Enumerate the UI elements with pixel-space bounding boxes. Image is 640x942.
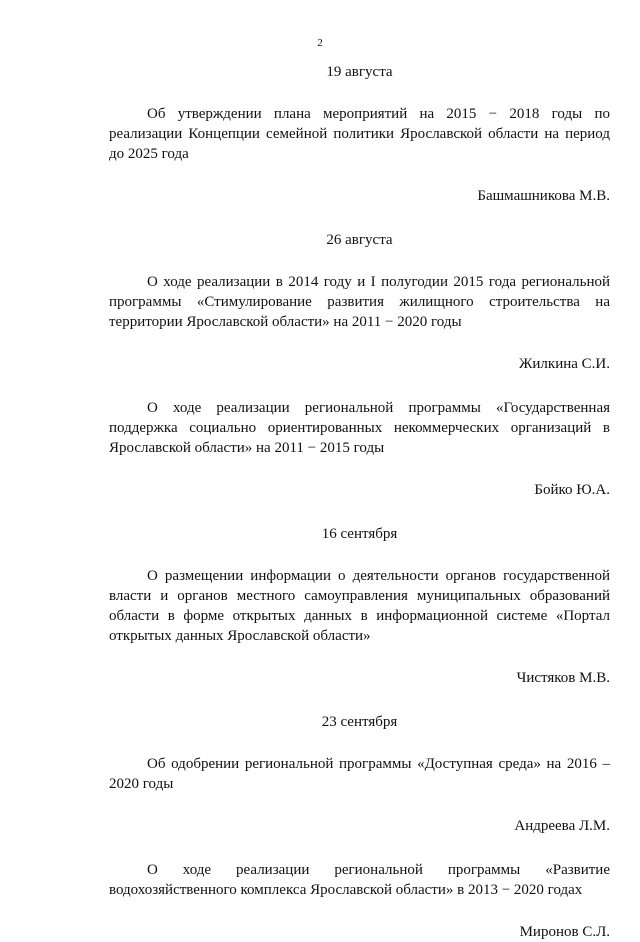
agenda-item-responsible: Бойко Ю.А. bbox=[534, 482, 610, 498]
agenda-item-responsible: Андреева Л.М. bbox=[514, 818, 610, 834]
agenda-item-text: Об одобрении региональной программы «Доступная среда» на 2016 – 2020 годы bbox=[109, 756, 610, 792]
section-date: 23 сентября bbox=[321, 714, 398, 730]
agenda-item-text: О ходе реализации региональной программы «Развитие водохозяйственного комплекса Ярославской области» в 2013 − 2020 годах bbox=[109, 862, 610, 898]
page-number: 2 bbox=[317, 37, 323, 49]
agenda-item-text: Об утверждении плана мероприятий на 2015 − 2018 годы по реализации Концепции семейной политики Ярославской области на период до 2025 года bbox=[109, 106, 610, 162]
agenda-item-text: О размещении информации о деятельности органов государственной власти и органов местного самоуправления муниципальных образований области в форме открытых данных в информационной системе «Портал открытых данных Ярославской области» bbox=[109, 568, 610, 644]
section-date: 19 августа bbox=[326, 64, 393, 80]
agenda-item-responsible: Миронов С.Л. bbox=[519, 924, 610, 940]
agenda-item-text: О ходе реализации в 2014 году и I полугодии 2015 года региональной программы «Стимулирование развития жилищного строительства на территории Ярославской области» на 2011 − 2020 годы bbox=[109, 274, 610, 330]
agenda-content bbox=[109, 62, 610, 942]
agenda-item-responsible: Жилкина С.И. bbox=[518, 356, 610, 372]
section-date: 26 августа bbox=[326, 232, 393, 248]
section-date: 16 сентября bbox=[321, 526, 398, 542]
agenda-item-responsible: Башмашникова М.В. bbox=[477, 188, 610, 204]
agenda-item-responsible: Чистяков М.В. bbox=[516, 670, 610, 686]
agenda-item-text: О ходе реализации региональной программы «Государственная поддержка социально ориентированных некоммерческих организаций в Ярославской области» на 2011 − 2015 годы bbox=[109, 400, 610, 456]
